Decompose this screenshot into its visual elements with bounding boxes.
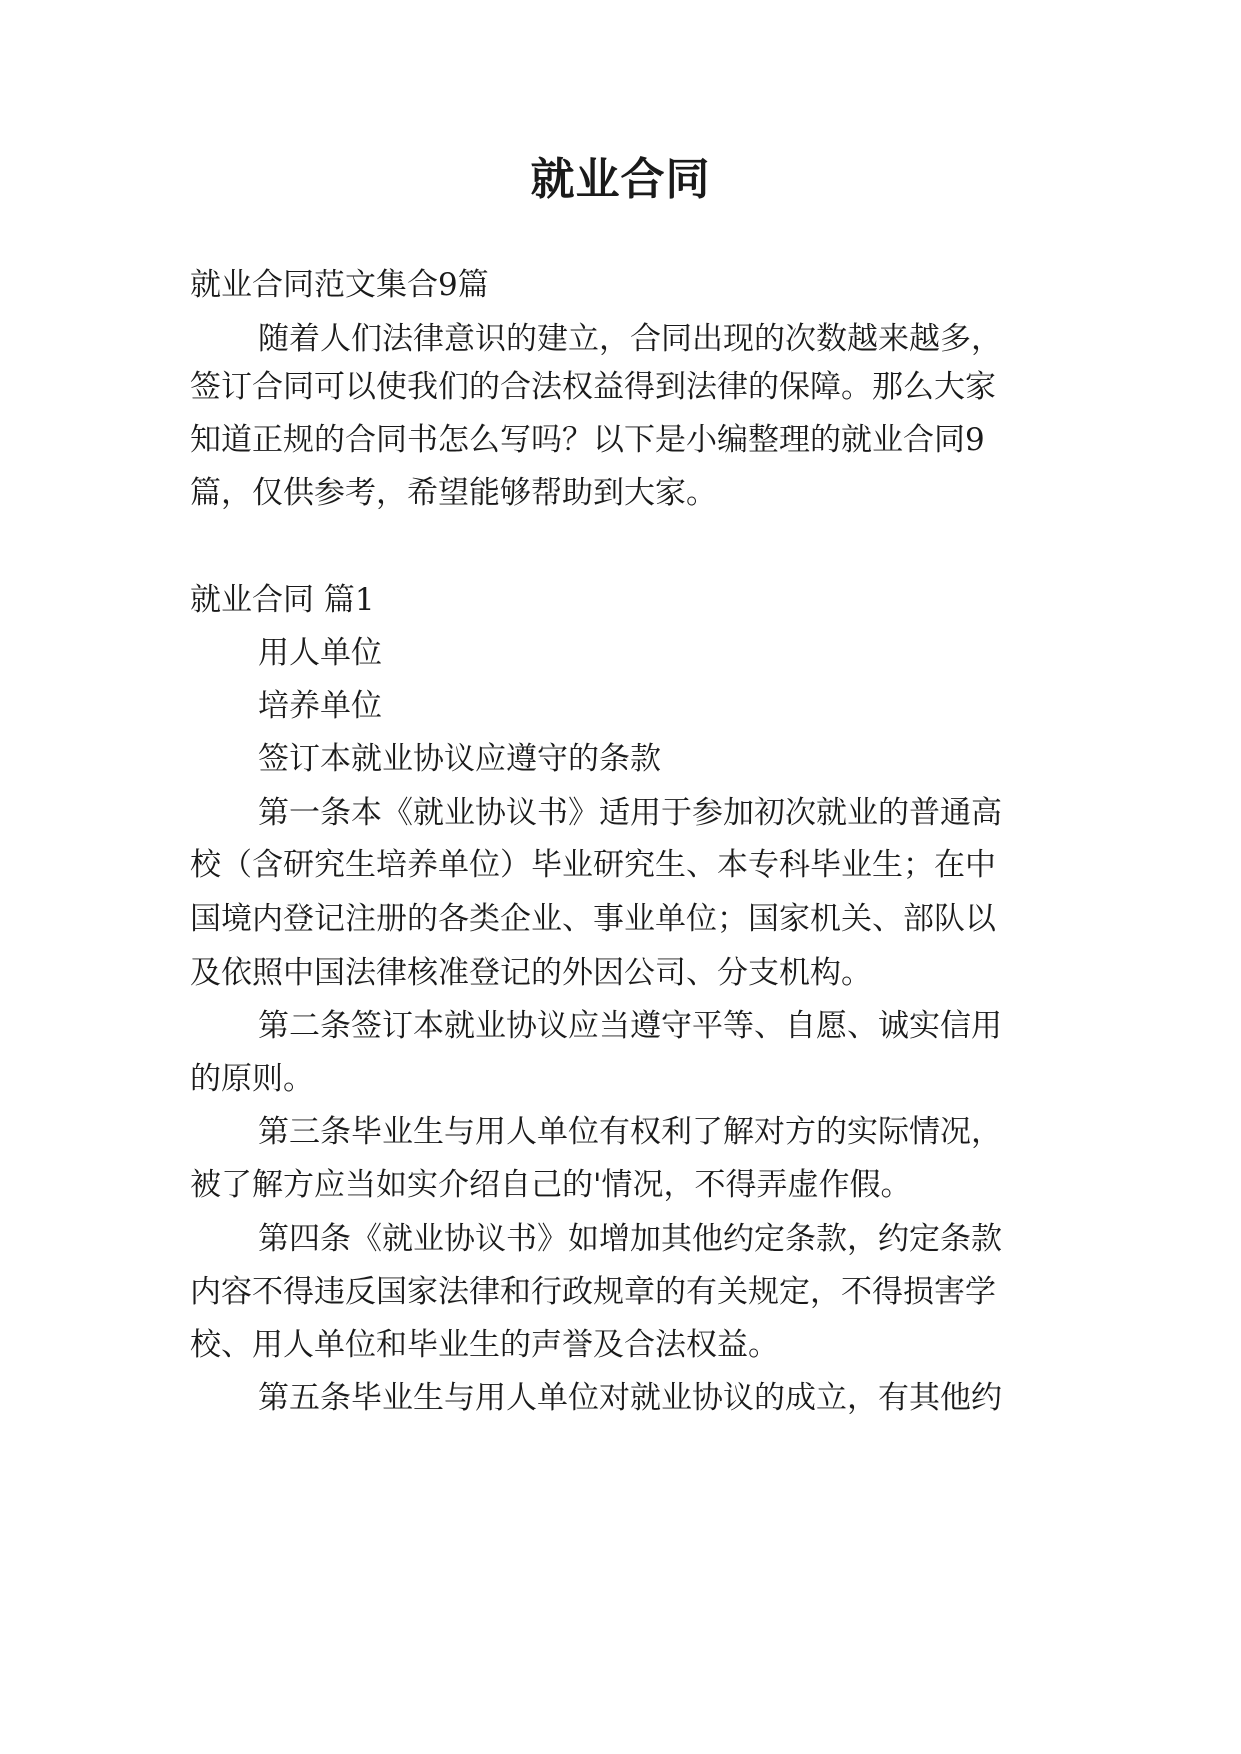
article-1-line: 国境内登记注册的各类企业、事业单位；国家机关、部队以 [190, 901, 996, 937]
article-4-line: 校、用人单位和毕业生的声誉及合法权益。 [190, 1327, 779, 1363]
article-3-line: 被了解方应当如实介绍自己的'情况，不得弄虚作假。 [190, 1167, 912, 1203]
party-school: 培养单位 [258, 688, 382, 724]
intro-line: 知道正规的合同书怎么写吗？以下是小编整理的就业合同9 [190, 422, 985, 458]
section-heading: 就业合同 篇1 [190, 582, 375, 618]
article-2-line: 的原则。 [190, 1061, 314, 1097]
party-employer: 用人单位 [258, 635, 382, 671]
article-2-line: 第二条签订本就业协议应当遵守平等、自愿、诚实信用 [258, 1008, 1002, 1044]
article-1-line: 及依照中国法律核准登记的外因公司、分支机构。 [190, 955, 872, 991]
intro-line: 签订合同可以使我们的合法权益得到法律的保障。那么大家 [190, 369, 996, 405]
article-1-line: 校（含研究生培养单位）毕业研究生、本专科毕业生；在中 [190, 847, 996, 883]
article-1-line: 第一条本《就业协议书》适用于参加初次就业的普通高 [258, 795, 1002, 831]
intro-line: 随着人们法律意识的建立，合同出现的次数越来越多， [258, 321, 1002, 357]
article-4-line: 内容不得违反国家法律和行政规章的有关规定，不得损害学 [190, 1274, 996, 1310]
document-title: 就业合同 [530, 154, 711, 205]
article-3-line: 第三条毕业生与用人单位有权利了解对方的实际情况， [258, 1114, 1002, 1150]
article-5-line: 第五条毕业生与用人单位对就业协议的成立，有其他约 [258, 1380, 1002, 1416]
article-4-line: 第四条《就业协议书》如增加其他约定条款，约定条款 [258, 1221, 1002, 1257]
intro-line: 篇，仅供参考，希望能够帮助到大家。 [190, 475, 717, 511]
document-subtitle: 就业合同范文集合9篇 [190, 267, 489, 303]
clauses-heading: 签订本就业协议应遵守的条款 [258, 741, 661, 777]
